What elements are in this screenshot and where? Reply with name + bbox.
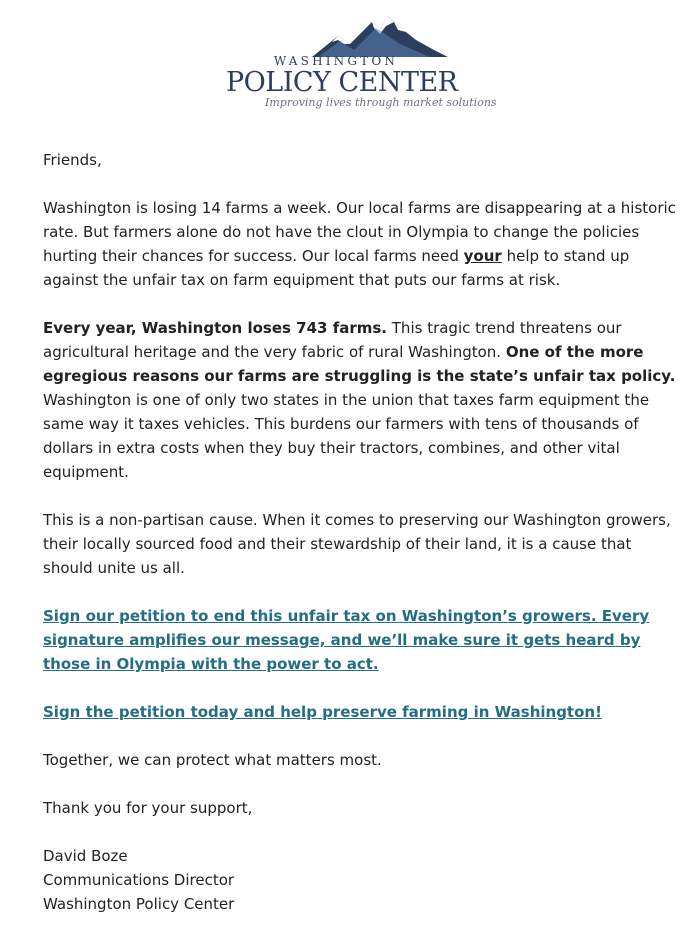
paragraph-nonpartisan: This is a non-partisan cause. When it comes to preserving our Washington growers, their locally sourced food and their stewardship of their land, it is a cause that should unite us all. bbox=[43, 511, 671, 577]
intro-text-end: help to stand up against the unfair tax on farm equipment that puts our farms at risk. bbox=[43, 247, 630, 289]
logo-tagline: Improving lives through market solutions bbox=[265, 96, 497, 109]
petition-paragraph-2 bbox=[43, 700, 683, 724]
tax-text-1: This tragic trend threatens our agricultural heritage and the very fabric of rural Washington. bbox=[43, 319, 622, 361]
petition-paragraph-1 bbox=[43, 604, 683, 676]
farms-lost-statement: Every year, Washington loses 743 farms. bbox=[43, 319, 387, 337]
egregious-reason-statement: One of the more egregious reasons our farms are struggling is the state’s unfair tax policy. bbox=[43, 343, 676, 385]
signature-title: Communications Director bbox=[43, 871, 235, 889]
tax-text-2: Washington is one of only two states in the union that taxes farm equipment the same way it taxes vehicles. This burdens our farmers with tens of thousands of dollars in extra costs when they buy their tractors, combines, and other vital equipment. bbox=[43, 391, 650, 481]
paragraph-together: Together, we can protect what matters most. bbox=[43, 751, 382, 769]
logo-main-text: POLICY CENTER bbox=[226, 67, 458, 98]
paragraph-thanks: Thank you for your support, bbox=[43, 799, 253, 817]
intro-text-start: Washington is losing 14 farms a week. Our local farms are disappearing at a historic rate. But farmers alone do not have the clout in Olympia to change the policies hurting their chances for success. Our local farms need bbox=[43, 199, 676, 265]
signature-org: Washington Policy Center bbox=[43, 895, 235, 913]
paragraph-tax-policy bbox=[43, 316, 683, 484]
petition-link-1[interactable]: Sign our petition to end this unfair tax on Washington’s growers. Every signature amplifies our message, and we’ll make sure it gets heard by those in Olympia with the power to act. bbox=[43, 607, 650, 673]
your-emphasis: your bbox=[463, 247, 502, 265]
paragraph-intro bbox=[43, 196, 683, 292]
logo-top-text: WASHINGTON bbox=[273, 54, 399, 68]
wpc-logo bbox=[222, 14, 497, 114]
email-body bbox=[43, 148, 683, 916]
mountain-logo-icon bbox=[310, 14, 450, 58]
petition-link-2[interactable]: Sign the petition today and help preserve farming in Washington! bbox=[43, 703, 602, 721]
greeting: Friends, bbox=[43, 151, 102, 169]
signature-name: David Boze bbox=[43, 847, 128, 865]
